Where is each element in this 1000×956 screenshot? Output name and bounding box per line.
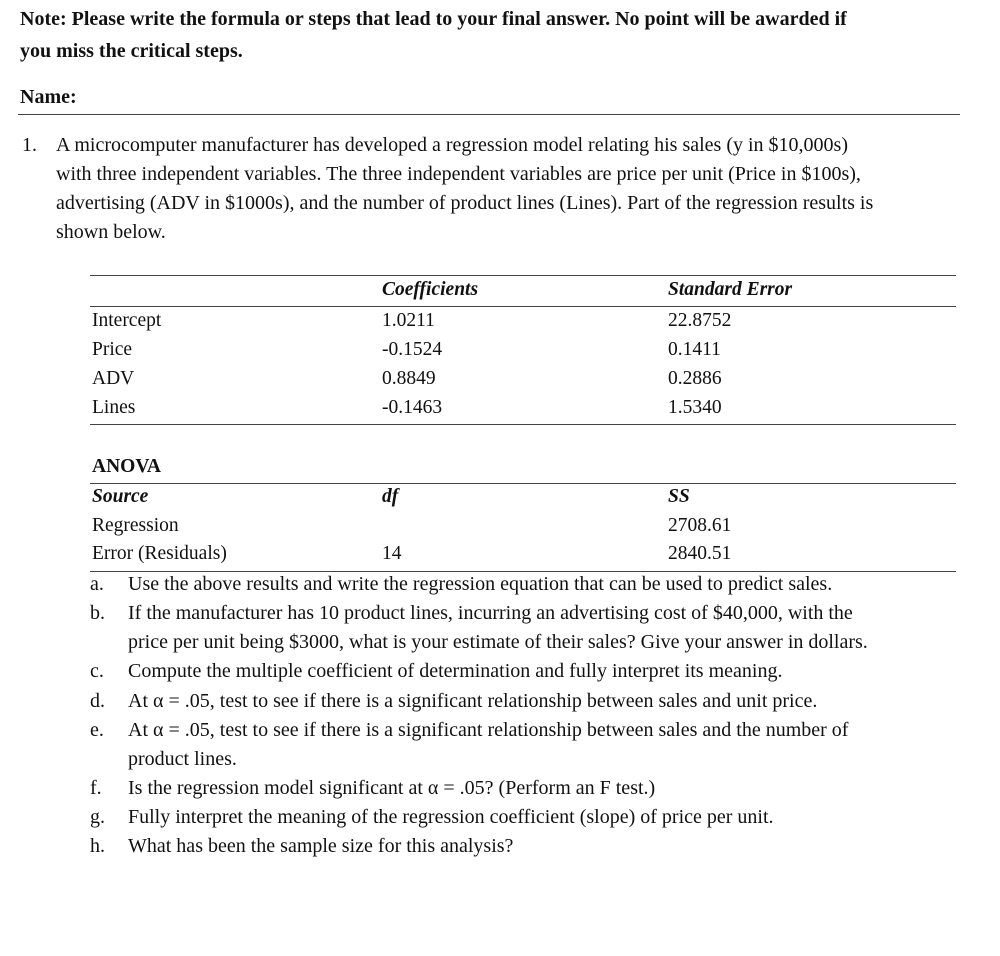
- anova-ss-regression: 2708.61: [668, 515, 732, 536]
- table-bottom-rule: [90, 424, 956, 425]
- part-b-text-1: If the manufacturer has 10 product lines, incurring an advertising cost of $40,000, with the: [128, 602, 853, 624]
- coef-intercept: 1.0211: [382, 310, 435, 331]
- part-a-label: a.: [90, 573, 104, 595]
- part-h-label: h.: [90, 835, 105, 857]
- anova-source-error: Error (Residuals): [92, 543, 227, 564]
- part-g-text: Fully interpret the meaning of the regression coefficient (slope) of price per unit.: [128, 806, 774, 828]
- part-g-label: g.: [90, 806, 105, 828]
- coef-price: -0.1524: [382, 339, 443, 360]
- table-header-rule: [90, 306, 956, 307]
- part-c-label: c.: [90, 660, 104, 682]
- se-lines: 1.5340: [668, 397, 722, 418]
- part-d-text: At α = .05, test to see if there is a significant relationship between sales and unit price.: [128, 690, 818, 712]
- se-price: 0.1411: [668, 339, 721, 360]
- anova-df-error: 14: [382, 543, 402, 564]
- question-line-4: shown below.: [56, 221, 166, 243]
- question-line-3: advertising (ADV in $1000s), and the number of product lines (Lines). Part of the regression results is: [56, 192, 874, 214]
- ss-header: SS: [668, 486, 690, 507]
- part-e-text-1: At α = .05, test to see if there is a significant relationship between sales and the number of: [128, 719, 849, 741]
- part-h-text: What has been the sample size for this analysis?: [128, 835, 514, 857]
- part-b-label: b.: [90, 602, 105, 624]
- part-f-label: f.: [90, 777, 102, 799]
- question-number: 1.: [22, 134, 37, 156]
- coefficients-header: Coefficients: [382, 279, 479, 300]
- table-top-rule: [90, 275, 956, 276]
- name-underline: [18, 114, 960, 115]
- anova-bottom-rule: [90, 571, 956, 572]
- name-label: Name:: [20, 86, 77, 108]
- part-b-text-2: price per unit being $3000, what is your estimate of their sales? Give your answer in dollars.: [128, 631, 868, 653]
- source-header: Source: [92, 486, 149, 507]
- part-e-label: e.: [90, 719, 104, 741]
- row-label-intercept: Intercept: [92, 310, 162, 331]
- question-line-1: A microcomputer manufacturer has developed a regression model relating his sales (y in $10,000s): [56, 134, 848, 156]
- anova-title: ANOVA: [92, 456, 161, 477]
- se-intercept: 22.8752: [668, 310, 732, 331]
- part-d-label: d.: [90, 690, 105, 712]
- se-adv: 0.2886: [668, 368, 722, 389]
- coef-lines: -0.1463: [382, 397, 443, 418]
- row-label-lines: Lines: [92, 397, 136, 418]
- row-label-adv: ADV: [92, 368, 135, 389]
- note-line-2: you miss the critical steps.: [20, 40, 243, 62]
- row-label-price: Price: [92, 339, 133, 360]
- part-f-text: Is the regression model significant at α = .05? (Perform an F test.): [128, 777, 656, 799]
- part-c-text: Compute the multiple coefficient of determination and fully interpret its meaning.: [128, 660, 783, 682]
- note-line-1: Note: Please write the formula or steps that lead to your final answer. No point will be awarded if: [20, 8, 847, 30]
- anova-top-rule: [90, 483, 956, 484]
- standard-error-header: Standard Error: [668, 279, 793, 300]
- question-line-2: with three independent variables. The three independent variables are price per unit (Price in $100s),: [56, 163, 861, 185]
- part-a-text: Use the above results and write the regression equation that can be used to predict sales.: [128, 573, 833, 595]
- part-e-text-2: product lines.: [128, 748, 237, 770]
- coef-adv: 0.8849: [382, 368, 436, 389]
- df-header: df: [382, 486, 399, 507]
- anova-ss-error: 2840.51: [668, 543, 732, 564]
- anova-source-regression: Regression: [92, 515, 179, 536]
